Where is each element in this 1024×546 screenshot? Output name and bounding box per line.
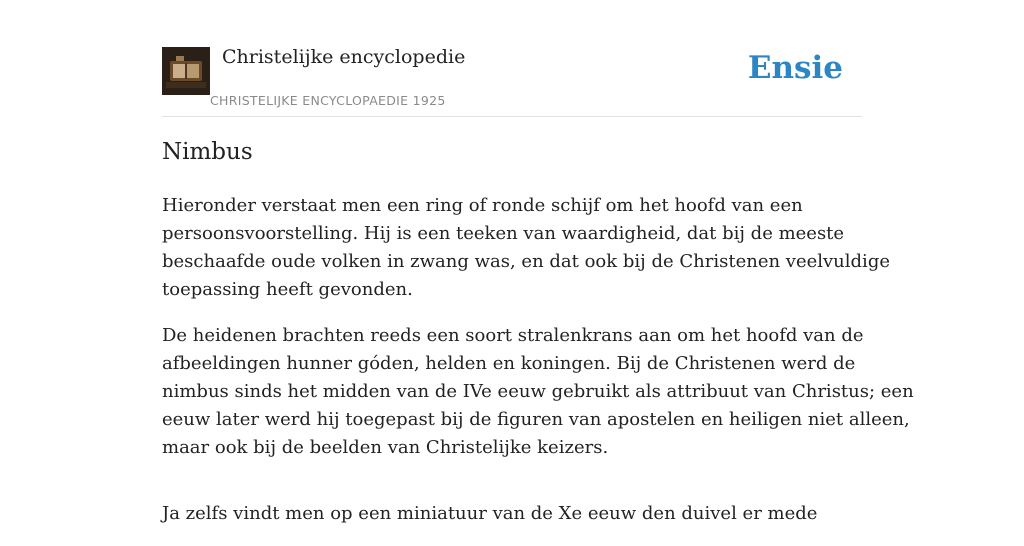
source-avatar[interactable] [162, 47, 210, 95]
paragraph-line: Hieronder verstaat men een ring of ronde schijf om het hoofd van een [162, 195, 803, 216]
paragraph [162, 500, 866, 528]
paragraph-line: persoonsvoorstelling. Hij is een teeken van waardigheid, dat bij de meeste [162, 223, 845, 244]
paragraph-line: nimbus sinds het midden van de IVe eeuw gebruikt als attribuut van Christus; een [162, 381, 914, 402]
paragraph-line: De heidenen brachten reeds een soort stralenkrans aan om het hoofd van de [162, 325, 864, 346]
paragraph-line: beschaafde oude volken in zwang was, en dat ook bij de Christenen veelvuldige [162, 251, 890, 272]
site-subtitle-link[interactable]: CHRISTELIJKE ENCYCLOPAEDIE 1925 [210, 93, 446, 108]
paragraph-line: toepassing heeft gevonden. [162, 279, 413, 300]
site-title-link[interactable]: Christelijke encyclopedie [222, 46, 466, 68]
paragraph-line: maar ook bij de beelden van Christelijke keizers. [162, 437, 609, 458]
brand-logo-link[interactable]: Ensie [747, 50, 843, 86]
site-header [162, 46, 862, 117]
article-body [162, 192, 914, 546]
paragraph [162, 322, 914, 462]
paragraph-line: Ja zelfs vindt men op een miniatuur van de Xe eeuw den duivel er mede [162, 503, 818, 524]
book-image-icon [162, 47, 210, 95]
paragraph [162, 192, 890, 304]
paragraph-line: eeuw later werd hij toegepast bij de figuren van apostelen en heiligen niet alleen, [162, 409, 910, 430]
paragraph-line: afbeeldingen hunner góden, helden en koningen. Bij de Christenen werd de [162, 353, 856, 374]
article-title: Nimbus [162, 139, 253, 165]
